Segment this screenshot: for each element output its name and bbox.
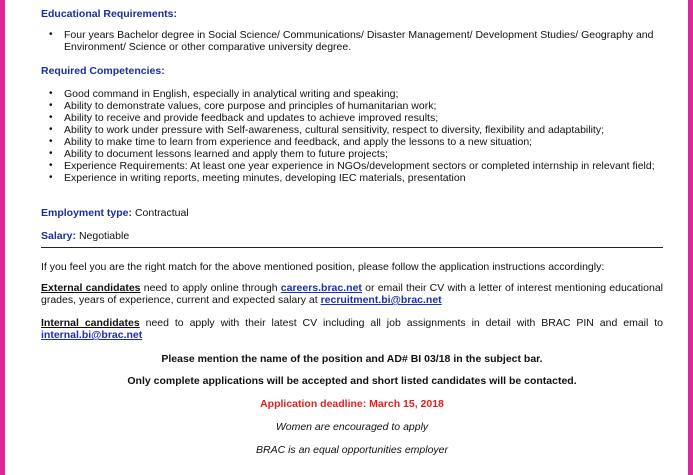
position-note: Please mention the name of the position and AD# BI 03/18 in the subject bar.: [161, 353, 543, 365]
application-intro: If you feel you are the right match for the above mentioned position, please follow the application instructions accordingly:: [41, 261, 605, 273]
education-heading: Educational Requirements:: [41, 8, 177, 20]
external-candidates-label: External candidates: [41, 282, 141, 294]
competencies-list: [64, 88, 664, 184]
education-list: [64, 29, 664, 53]
internal-text: need to apply with their latest CV including all job assignments in detail with BRAC PIN and email to: [139, 317, 663, 329]
divider: [41, 247, 663, 248]
employment-label: Employment type:: [41, 207, 133, 219]
list-item: • Experience in writing reports, meeting minutes, developing IEC materials, presentation: [64, 172, 664, 184]
complete-applications-note: Only complete applications will be accepted and short listed candidates will be contacted.: [127, 375, 577, 387]
employment-value: Contractual: [134, 207, 189, 219]
external-text-1: need to apply online through: [140, 282, 281, 294]
equal-opportunity-note: BRAC is an equal opportunities employer: [255, 444, 449, 456]
list-item: • Ability to receive and provide feedback and updates to achieve improved results;: [64, 112, 664, 124]
list-item: • Ability to demonstrate values, core purpose and principles of humanitarian work;: [64, 100, 664, 112]
salary-value: Negotiable: [78, 230, 130, 242]
list-item: • Ability to make time to learn from experience and feedback, and apply the lessons to a new situation;: [64, 136, 664, 148]
list-item: • Four years Bachelor degree in Social Science/ Communications/ Disaster Management/ Development Studies/ Geography and Environment/ Science or other comparative university degree.: [64, 29, 664, 53]
salary: [41, 230, 129, 242]
competencies-heading: Required Competencies:: [41, 65, 165, 77]
employment-type: [41, 207, 189, 219]
internal-email-link[interactable]: internal.bi@brac.net: [41, 329, 143, 341]
external-text-2: or email their CV with a letter of interest mentioning educational grades, years of experience, current and expected salary at: [41, 282, 663, 306]
careers-link[interactable]: careers.brac.net: [280, 282, 362, 294]
list-item: • Ability to document lessons learned and apply them to future projects;: [64, 148, 664, 160]
list-item: • Good command in English, especially in analytical writing and speaking;: [64, 88, 664, 100]
list-item: • Ability to work under pressure with Self-awareness, cultural sensitivity, respect to diversity, flexibility and adaptability;: [64, 124, 664, 136]
list-item: • Experience Requirements: At least one year experience in NGOs/development sectors or completed internship in relevant field;: [64, 160, 664, 172]
internal-candidates-paragraph: [41, 317, 663, 341]
women-encouraged-note: Women are encouraged to apply: [275, 421, 429, 433]
salary-label: Salary:: [41, 230, 77, 242]
recruitment-email-link[interactable]: recruitment.bi@brac.net: [320, 294, 442, 306]
application-deadline: Application deadline: March 15, 2018: [260, 398, 444, 410]
internal-candidates-label: Internal candidates: [41, 317, 140, 329]
external-candidates-paragraph: [41, 282, 663, 306]
